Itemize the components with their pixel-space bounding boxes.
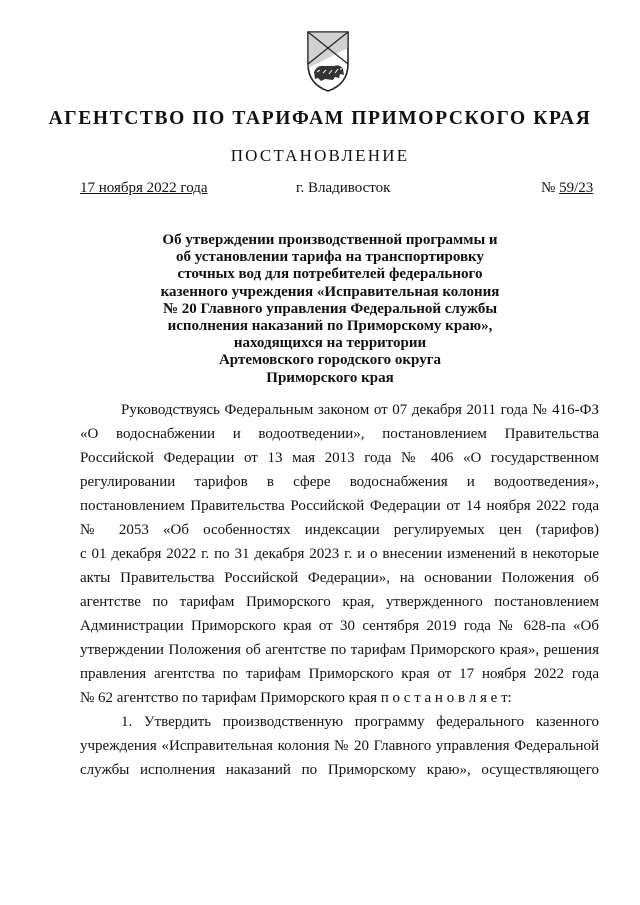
body-line: Руководствуясь Федеральным законом от 07 декабря 2011 года № 416-ФЗ — [121, 402, 599, 418]
body-line: агентстве по тарифам Приморского края, утвержденного постановлением — [80, 594, 599, 610]
title-line: Об утверждении производственной программы и — [162, 232, 498, 248]
body-line: № 62 агентство по тарифам Приморского края п о с т а н о в л я е т: — [80, 690, 512, 706]
body-line: 1. Утвердить производственную программу федерального казенного — [121, 714, 599, 730]
document-number-prefix: № — [541, 180, 556, 196]
title-line: исполнения наказаний по Приморскому краю», — [167, 318, 493, 335]
body-line: утверждении Положения об агентстве по тарифам Приморского края», решения — [80, 642, 599, 658]
document-title — [150, 232, 510, 387]
title-line: находящихся на территории — [233, 335, 427, 352]
primorsky-krai-coat-of-arms-icon — [303, 28, 353, 94]
body-line: постановлением Правительства Российской Федерации от 14 ноября 2022 года — [80, 498, 599, 514]
document-number-value: 59/23 — [559, 180, 594, 196]
body-line: «О водоснабжении и водоотведении», постановлением Правительства — [80, 426, 599, 442]
body-line: № 2053 «Об особенностях индексации регулируемых цен (тарифов) — [80, 522, 599, 538]
title-line: Приморского края — [266, 369, 394, 386]
title-line: Артемовского городского округа — [218, 352, 442, 369]
title-line: об установлении тарифа на транспортировку — [176, 249, 484, 266]
body-line: учреждения «Исправительная колония № 20 Главного управления Федеральной — [80, 738, 599, 754]
body-line: правления агентства по тарифам Приморского края от 17 ноября 2022 года — [80, 666, 599, 682]
body-line: Администрации Приморского края от 30 сентября 2019 года № 628-па «Об — [80, 618, 599, 634]
body-line: акты Правительства Российской Федерации», на основании Положения об — [80, 570, 599, 586]
body-line: Российской Федерации от 13 мая 2013 года № 406 «О государственном — [80, 450, 599, 466]
document-date: 17 ноября 2022 года — [80, 180, 208, 196]
document-type-heading: ПОСТАНОВЛЕНИЕ — [230, 146, 410, 165]
title-line: № 20 Главного управления Федеральной службы — [162, 300, 498, 317]
document-city: г. Владивосток — [296, 180, 391, 196]
body-line: регулировании тарифов в сфере водоснабжения и водоотведения», — [80, 474, 599, 490]
title-line: казенного учреждения «Исправительная колония — [160, 283, 500, 300]
body-line: с 01 декабря 2022 г. по 31 декабря 2023 г. и о внесении изменений в некоторые — [80, 546, 599, 562]
body-line: службы исполнения наказаний по Приморскому краю», осуществляющего — [80, 762, 599, 778]
document-number — [541, 180, 593, 197]
title-line: сточных вод для потребителей федерального — [177, 266, 483, 283]
agency-heading: АГЕНТСТВО ПО ТАРИФАМ ПРИМОРСКОГО КРАЯ — [48, 108, 592, 129]
